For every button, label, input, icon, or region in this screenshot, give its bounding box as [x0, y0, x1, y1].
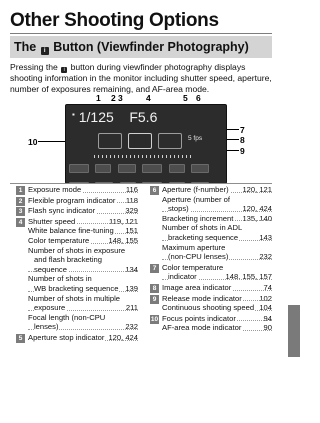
- legend-label: exposure: [34, 303, 66, 313]
- legend-line: [28, 265, 138, 275]
- legend-line: [28, 255, 138, 265]
- legend-page-ref[interactable]: 74: [263, 282, 272, 292]
- callout-7: 7: [240, 125, 245, 135]
- legend-number-badge: 3: [16, 207, 25, 216]
- callout-10: 10: [28, 137, 38, 147]
- legend-line: [28, 322, 138, 332]
- legend-page-ref[interactable]: 148, 155, 157: [225, 272, 272, 282]
- legend-line: [28, 303, 138, 313]
- legend-page-ref[interactable]: 120, 121: [242, 185, 272, 194]
- legend-page-ref[interactable]: 134: [125, 264, 138, 274]
- legend-number-badge: 1: [16, 186, 25, 195]
- legend-page-ref[interactable]: 232: [259, 252, 272, 262]
- legend-line: [162, 294, 272, 304]
- legend-label: Bracketing increment: [162, 213, 234, 223]
- legend-line: [28, 226, 138, 236]
- legend-entry: [150, 283, 272, 293]
- legend-line: [162, 252, 272, 262]
- callout-6: 6: [196, 93, 201, 103]
- legend-line: [162, 195, 272, 205]
- af-area-right: [158, 133, 182, 149]
- legend-page-ref[interactable]: 139: [125, 283, 138, 293]
- legend-label: lenses): [34, 322, 59, 332]
- legend-page-ref[interactable]: 120, 424: [242, 204, 272, 214]
- legend-number-badge: 10: [150, 315, 159, 323]
- legend-page-ref[interactable]: 94: [263, 313, 272, 323]
- legend-line: [28, 217, 138, 227]
- legend-line: [162, 314, 272, 324]
- legend-label: Focus points indicator: [162, 313, 236, 323]
- legend-label: Number of shots in multiple: [28, 293, 121, 303]
- legend-label: Aperture (f-number): [162, 185, 229, 194]
- status-cell: [69, 164, 89, 173]
- legend-right-column: [150, 185, 272, 334]
- legend-label: Maximum aperture: [162, 242, 226, 252]
- status-cell: [95, 164, 111, 173]
- exposure-meter: [94, 155, 194, 158]
- legend-label: Flexible program indicator: [28, 195, 116, 205]
- legend-entry: [16, 206, 138, 216]
- legend-label: Aperture (number of: [162, 194, 230, 204]
- legend-entry: [16, 333, 138, 343]
- callout-8: 8: [240, 135, 245, 145]
- legend-label: sequence: [34, 264, 67, 274]
- legend-line: [28, 294, 138, 304]
- legend-line: [28, 206, 138, 216]
- legend-label: and flash bracketing: [34, 255, 102, 265]
- legend-label: (non-CPU lenses): [168, 252, 229, 262]
- legend-page-ref[interactable]: 135, 140: [242, 213, 272, 223]
- legend-number-badge: 4: [16, 218, 25, 227]
- legend-label: Focal length (non-CPU: [28, 312, 106, 322]
- legend-line: [162, 283, 272, 293]
- intro-text-2: button during viewfinder photography displays shooting information in the monitor including shutter speed, aperture, number of exposures remaining, and AF-area mode.: [10, 62, 272, 95]
- legend-label: Shutter speed: [28, 216, 76, 226]
- legend-line: [162, 272, 272, 282]
- legend-page-ref[interactable]: 102: [259, 293, 272, 303]
- legend-label: Number of shots in: [28, 274, 92, 284]
- legend-line: [162, 204, 272, 214]
- legend-label: Number of shots in ADL: [162, 223, 243, 233]
- legend-label: Number of shots in exposure: [28, 245, 126, 255]
- legend-number-badge: 6: [150, 186, 159, 195]
- legend-line: [162, 323, 272, 333]
- legend-page-ref[interactable]: 90: [263, 323, 272, 333]
- callout-1: 1: [96, 93, 101, 103]
- legend-page-ref[interactable]: 148, 155: [108, 235, 138, 245]
- legend-page-ref[interactable]: 151: [125, 226, 138, 236]
- status-cell: [118, 164, 136, 173]
- legend-line: [162, 263, 272, 273]
- legend-page-ref[interactable]: 329: [125, 206, 138, 216]
- viewfinder-info-diagram: [10, 95, 272, 187]
- legend-page-ref[interactable]: 116: [125, 185, 138, 194]
- legend-page-ref[interactable]: 211: [125, 303, 138, 313]
- legend-top-rule: [10, 183, 272, 184]
- section-heading: [10, 36, 272, 58]
- callout-3: 3: [118, 93, 123, 103]
- legend-entry: [150, 314, 272, 333]
- legend-page-ref[interactable]: 143: [259, 232, 272, 242]
- title-rule: [10, 33, 272, 34]
- legend-line: [28, 236, 138, 246]
- legend-entry: [150, 294, 272, 313]
- legend-label: Color temperature: [162, 262, 224, 272]
- legend-line: [28, 246, 138, 256]
- legend-page-ref[interactable]: 118: [125, 195, 138, 205]
- status-strip: [68, 163, 224, 181]
- info-button-icon: i: [61, 67, 67, 73]
- legend-entry: [16, 185, 138, 195]
- section-title-before: The: [14, 40, 37, 54]
- legend-entry: [16, 217, 138, 332]
- aperture-readout: F5.6: [129, 109, 158, 125]
- callout-9: 9: [240, 146, 245, 156]
- legend-line: [28, 185, 138, 195]
- legend-number-badge: 7: [150, 264, 159, 273]
- callout-5: 5: [183, 93, 188, 103]
- legend-label: Image area indicator: [162, 282, 232, 292]
- legend-number-badge: 8: [150, 284, 159, 293]
- legend-label: Exposure mode: [28, 185, 82, 194]
- intro-paragraph: [10, 62, 272, 96]
- legend-number-badge: 9: [150, 295, 159, 304]
- legend-line: [162, 233, 272, 243]
- release-mode-readout: 5 fps: [188, 135, 203, 142]
- exposure-readout: [72, 109, 157, 125]
- af-area-left: [98, 133, 122, 149]
- legend-page-ref[interactable]: 119, 121: [109, 216, 138, 226]
- legend-label: stops): [168, 204, 189, 214]
- legend-line: [162, 223, 272, 233]
- legend-line: [28, 284, 138, 294]
- monitor-screen: [65, 104, 227, 184]
- legend-label: indicator: [168, 272, 197, 282]
- legend-entry: [16, 196, 138, 206]
- legend-line: [28, 333, 138, 343]
- legend-line: [162, 243, 272, 253]
- chapter-thumb-tab: [288, 305, 300, 357]
- legend-number-badge: 5: [16, 334, 25, 343]
- legend-label: WB bracketing sequence: [34, 283, 119, 293]
- af-area-center: [128, 133, 152, 149]
- legend-number-badge: 2: [16, 197, 25, 206]
- legend-label: Flash sync indicator: [28, 206, 96, 216]
- legend-label: AF-area mode indicator: [162, 323, 242, 333]
- legend-label: Aperture stop indicator: [28, 332, 105, 342]
- shutter-speed-readout: 1/125: [78, 109, 114, 125]
- legend-label: Continuous shooting speed: [162, 303, 255, 313]
- legend-label: White balance fine-tuning: [28, 226, 114, 236]
- status-cell: [169, 164, 185, 173]
- legend-label: bracketing sequence: [168, 232, 239, 242]
- page-title: Other Shooting Options: [10, 10, 219, 31]
- intro-text-1: Pressing the: [10, 62, 58, 72]
- legend-line: [28, 196, 138, 206]
- legend-entry: [150, 185, 272, 262]
- af-points-area: [70, 131, 222, 153]
- status-cell: [191, 164, 209, 173]
- section-title-after: Button (Viewfinder Photography): [53, 40, 249, 54]
- mode-indicator: ▪: [72, 110, 75, 119]
- callout-2: 2: [111, 93, 116, 103]
- legend-left-column: [16, 185, 138, 344]
- legend-line: [162, 214, 272, 224]
- legend-label: Color temperature: [28, 235, 90, 245]
- legend-line: [28, 274, 138, 284]
- info-button-icon: i: [41, 47, 49, 55]
- callout-4: 4: [146, 93, 151, 103]
- legend-page-ref[interactable]: 120, 424: [108, 332, 138, 342]
- legend-page-ref[interactable]: 104: [259, 303, 272, 313]
- legend-label: Release mode indicator: [162, 293, 242, 303]
- legend-entry: [150, 263, 272, 282]
- status-cell: [142, 164, 162, 173]
- legend-line: [162, 303, 272, 313]
- legend-line: [28, 313, 138, 323]
- legend-page-ref[interactable]: 232: [125, 322, 138, 332]
- legend-line: [162, 185, 272, 195]
